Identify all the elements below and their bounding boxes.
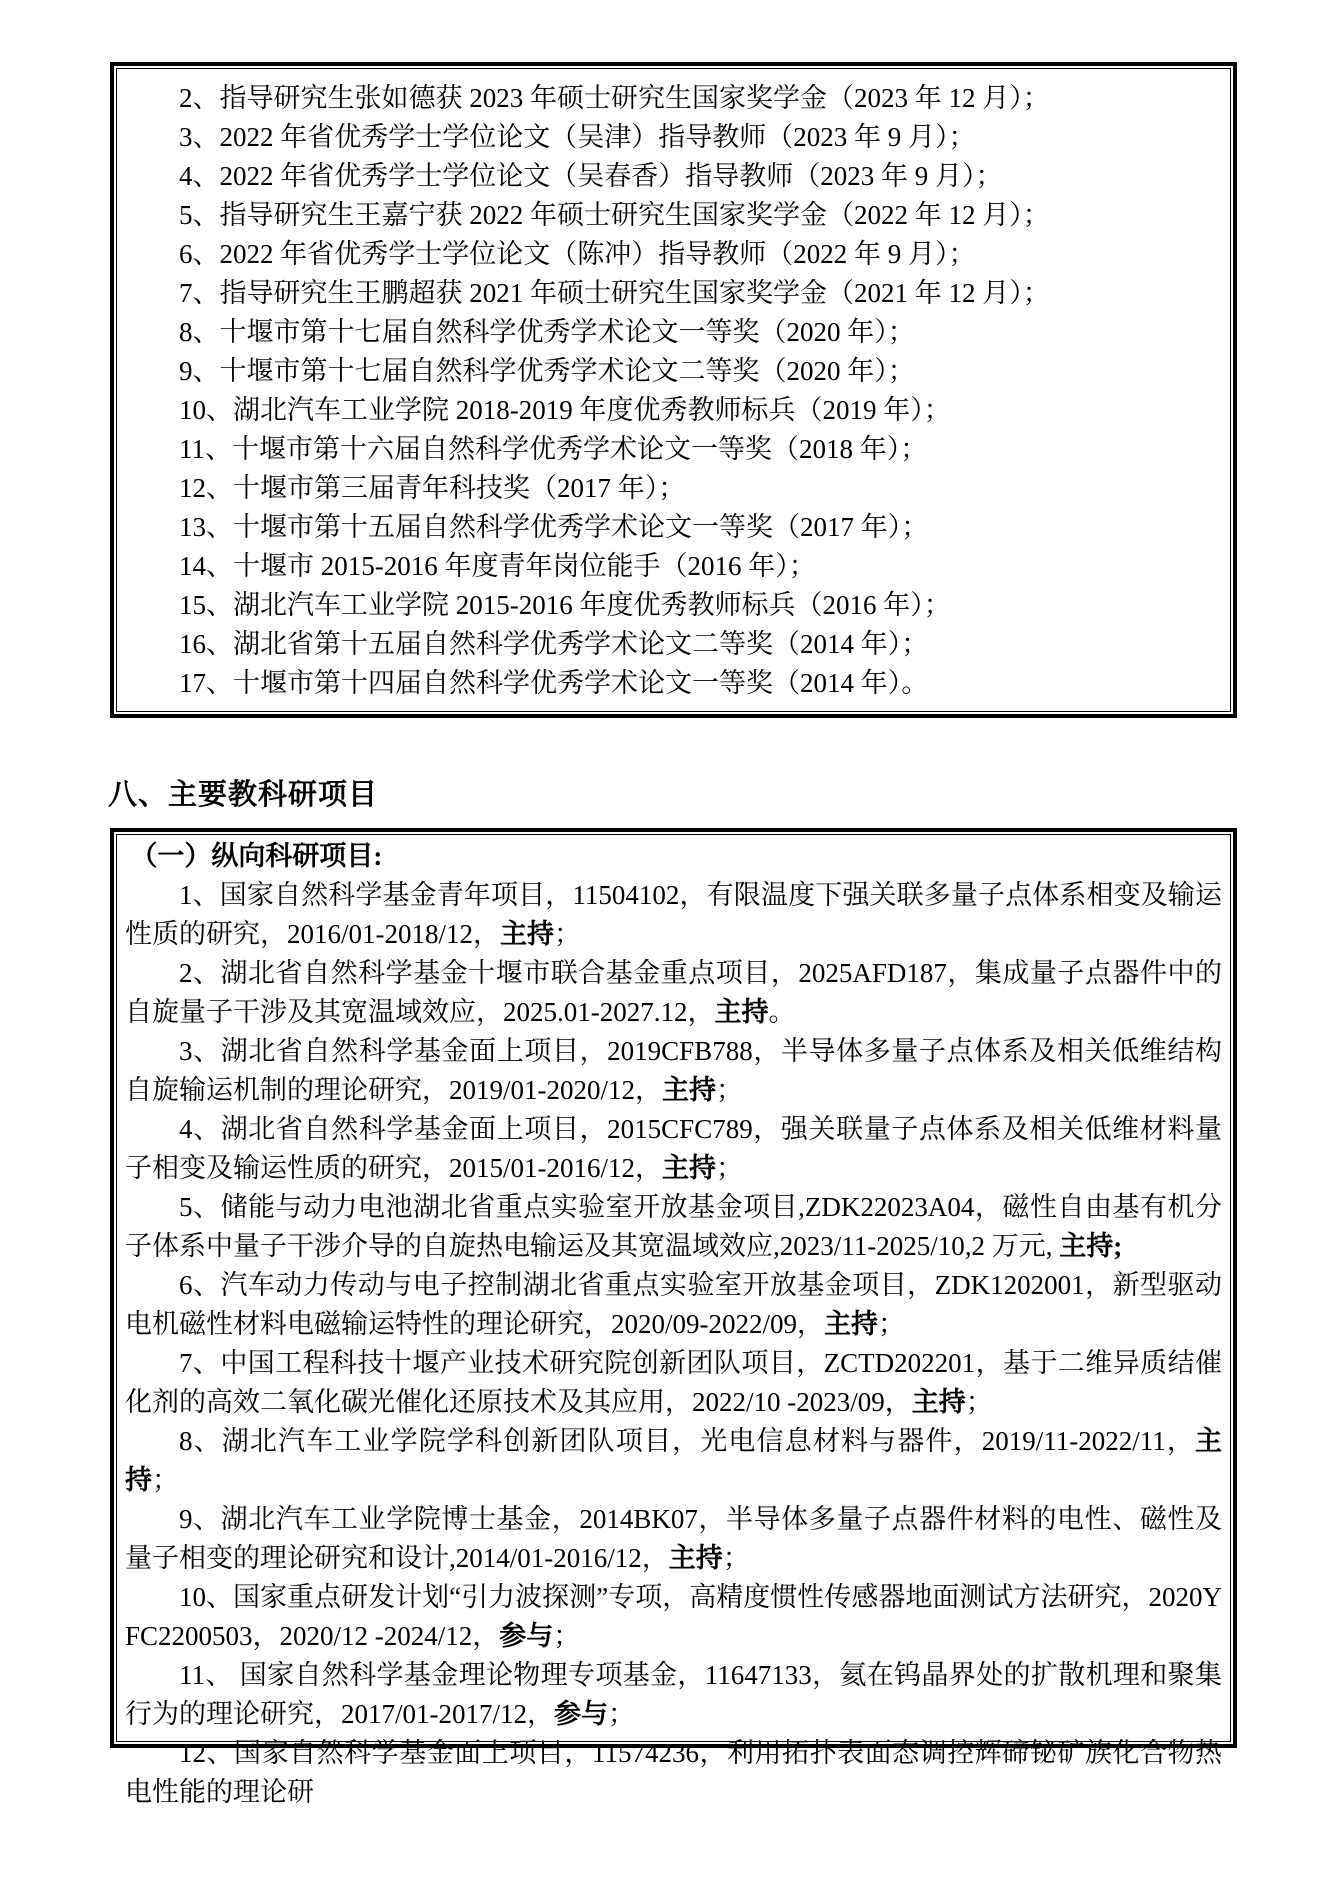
project-text-segment: ； <box>722 1543 750 1573</box>
project-text-segment: 7、中国工程科技十堰产业技术研究院创新团队项目，ZCTD202201，基于二维异质结催化剂的高效二氧化碳光催化还原技术及其应用，2022/10 -2023/09， <box>125 1348 1222 1417</box>
project-item <box>125 1656 1222 1734</box>
project-item <box>125 1110 1222 1188</box>
award-item: 9、十堰市第十七届自然科学优秀学术论文二等奖（2020 年）； <box>179 356 915 386</box>
project-role-emphasis: 主持 <box>668 1543 723 1573</box>
project-text-segment: 11、 国家自然科学基金理论物理专项基金，11647133，氦在钨晶界处的扩散机理和聚集行为的理论研究，2017/01-2017/12， <box>125 1660 1222 1729</box>
section-heading: 八、主要教科研项目 <box>108 779 379 811</box>
project-text-segment: 6、汽车动力传动与电子控制湖北省重点实验室开放基金项目，ZDK1202001，新型驱动电机磁性材料电磁输运特性的理论研究，2020/09-2022/09， <box>125 1270 1222 1339</box>
project-text-segment: ； <box>608 1699 635 1729</box>
project-text-segment: 2、湖北省自然科学基金十堰市联合基金重点项目，2025AFD187，集成量子点器件中的自旋量子干涉及其宽温域效应，2025.01-2027.12， <box>125 958 1222 1027</box>
project-item <box>125 1500 1222 1578</box>
project-text-segment: ； <box>716 1075 743 1105</box>
awards-list <box>125 79 1222 703</box>
award-item: 16、湖北省第十五届自然科学优秀学术论文二等奖（2014 年）； <box>179 629 929 659</box>
awards-box-inner <box>116 68 1231 712</box>
award-item: 14、十堰市 2015-2016 年度青年岗位能手（2016 年）； <box>179 551 816 581</box>
project-role-emphasis: 主持 <box>824 1309 878 1339</box>
project-role-emphasis: 主持 <box>662 1075 716 1105</box>
project-text-segment: ； <box>878 1309 905 1339</box>
award-item: 15、湖北汽车工业学院 2015-2016 年度优秀教师标兵（2016 年）； <box>179 590 951 620</box>
project-item <box>125 1422 1222 1500</box>
award-item: 6、2022 年省优秀学士学位论文（陈冲）指导教师（2022 年 9 月）； <box>179 239 976 269</box>
project-role-emphasis: 主持 <box>500 919 554 949</box>
projects-list <box>125 876 1222 1812</box>
award-item: 17、十堰市第十四届自然科学优秀学术论文一等奖（2014 年）。 <box>179 668 929 698</box>
project-text-segment: 5、储能与动力电池湖北省重点实验室开放基金项目,ZDK22023A04，磁性自由基有机分子体系中量子干涉介导的自旋热电输运及其宽温域效应,2023/11-2025/10,2 万元, <box>125 1192 1222 1261</box>
project-text-segment: 4、湖北省自然科学基金面上项目，2015CFC789，强关联量子点体系及相关低维材料量子相变及输运性质的研究，2015/01-2016/12， <box>125 1114 1222 1183</box>
project-text-segment: ； <box>553 1621 581 1651</box>
project-role-emphasis: 主持 <box>662 1153 716 1183</box>
project-text-segment: ； <box>716 1153 743 1183</box>
projects-box-inner <box>116 834 1231 1807</box>
project-item <box>125 1032 1222 1110</box>
project-item <box>125 1578 1222 1656</box>
project-role-emphasis: 主持 <box>125 1426 1222 1495</box>
project-item <box>125 876 1222 954</box>
award-item: 4、2022 年省优秀学士学位论文（吴春香）指导教师（2023 年 9 月）； <box>179 161 1003 191</box>
award-item: 13、十堰市第十五届自然科学优秀学术论文一等奖（2017 年）； <box>179 512 929 542</box>
award-item: 2、指导研究生张如德获 2023 年硕士研究生国家奖学金（2023 年 12 月）； <box>179 83 1050 113</box>
project-item <box>125 1188 1222 1266</box>
award-item: 12、十堰市第三届青年科技奖（2017 年）； <box>179 473 686 503</box>
project-item <box>125 1344 1222 1422</box>
project-text-segment: 10、国家重点研发计划“引力波探测”专项，高精度惯性传感器地面测试方法研究，2020YFC2200503，2020/12 -2024/12， <box>125 1582 1222 1651</box>
project-text-segment: 8、湖北汽车工业学院学科创新团队项目，光电信息材料与器件，2019/11-2022/11， <box>179 1426 1195 1456</box>
project-text-segment: ； <box>965 1387 993 1417</box>
awards-box <box>110 62 1237 718</box>
project-text-segment: ； <box>554 919 581 949</box>
award-item: 8、十堰市第十七届自然科学优秀学术论文一等奖（2020 年）； <box>179 317 915 347</box>
project-role-emphasis: 主持 <box>911 1387 966 1417</box>
project-text-segment: 9、湖北汽车工业学院博士基金，2014BK07，半导体多量子点器件材料的电性、磁性及量子相变的理论研究和设计,2014/01-2016/12， <box>125 1504 1222 1573</box>
projects-box <box>110 828 1237 1807</box>
projects-subheading: （一）纵向科研项目: <box>130 841 383 871</box>
project-role-emphasis: 参与 <box>554 1699 608 1729</box>
project-text-segment: ； <box>152 1465 179 1495</box>
project-text-segment: 。 <box>768 997 796 1027</box>
project-text-segment: 3、湖北省自然科学基金面上项目，2019CFB788，半导体多量子点体系及相关低维结构自旋输运机制的理论研究，2019/01-2020/12， <box>125 1036 1222 1105</box>
project-text-segment: 1、国家自然科学基金青年项目，11504102，有限温度下强关联多量子点体系相变及输运性质的研究，2016/01-2018/12， <box>125 880 1222 949</box>
project-item <box>125 954 1222 1032</box>
project-item <box>125 1734 1222 1812</box>
award-item: 11、十堰市第十六届自然科学优秀学术论文一等奖（2018 年）； <box>179 434 928 464</box>
award-item: 7、指导研究生王鹏超获 2021 年硕士研究生国家奖学金（2021 年 12 月）； <box>179 278 1050 308</box>
project-item <box>125 1266 1222 1344</box>
project-role-emphasis: 主持 <box>714 997 769 1027</box>
project-role-emphasis: 参与 <box>499 1621 554 1651</box>
award-item: 3、2022 年省优秀学士学位论文（吴津）指导教师（2023 年 9 月）； <box>179 122 976 152</box>
project-text-segment: 12、国家自然科学基金面上项目，11574236，利用拓扑表面态调控辉碲铋矿族化合物热电性能的理论研 <box>125 1738 1222 1807</box>
award-item: 5、指导研究生王嘉宁获 2022 年硕士研究生国家奖学金（2022 年 12 月）； <box>179 200 1050 230</box>
project-role-emphasis: 主持; <box>1059 1231 1123 1261</box>
award-item: 10、湖北汽车工业学院 2018-2019 年度优秀教师标兵（2019 年）； <box>179 395 951 425</box>
